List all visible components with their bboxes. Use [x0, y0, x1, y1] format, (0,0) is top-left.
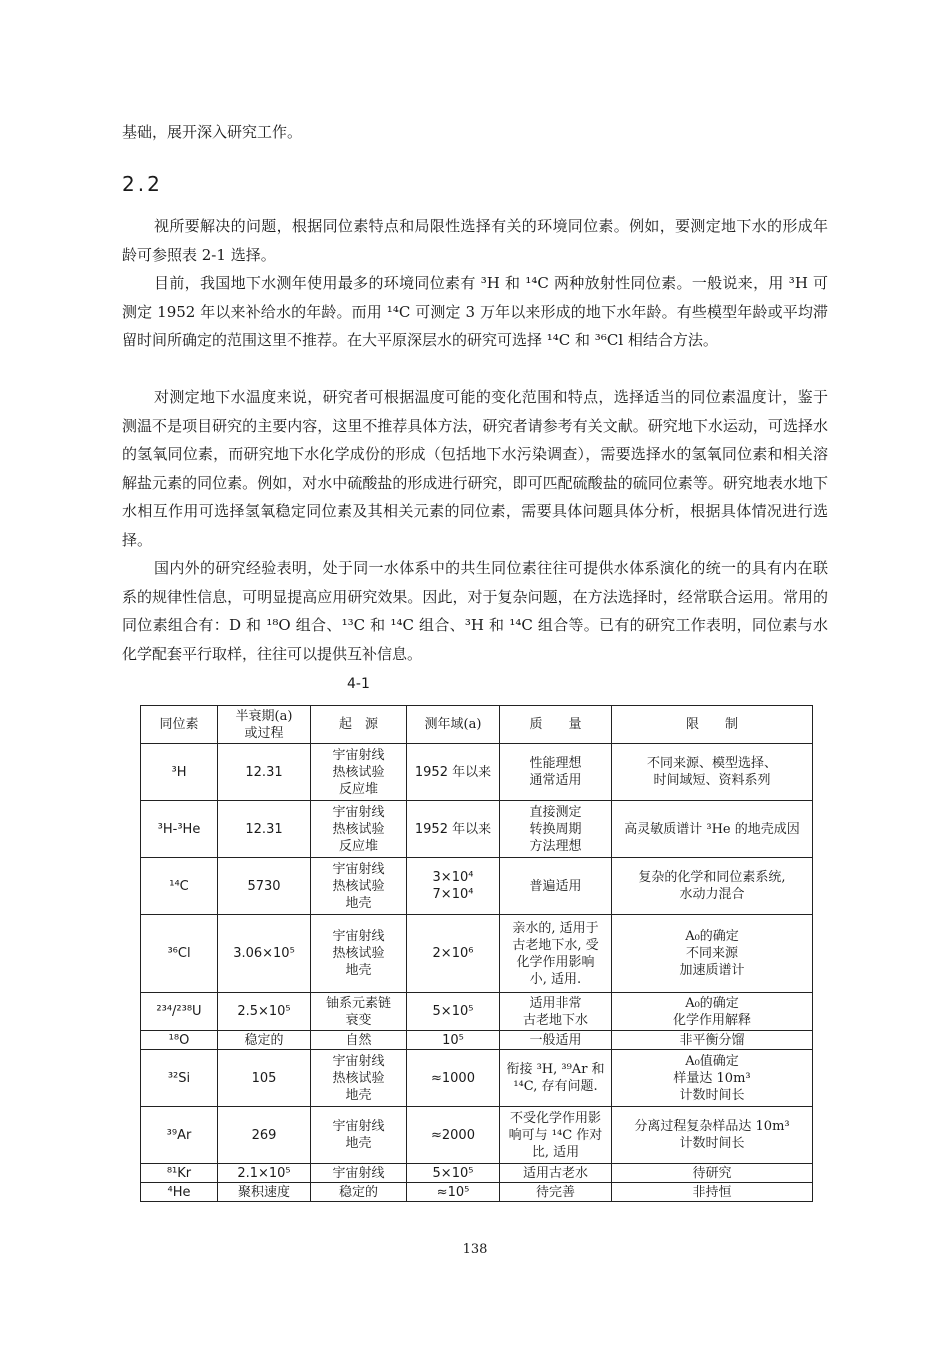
- cell-quality-line: ¹⁴C, 存有问题.: [513, 1079, 598, 1094]
- table-row: [141, 1183, 813, 1202]
- cell-limit-line: 时间域短、资料系列: [653, 773, 771, 788]
- cell-range: [407, 915, 500, 993]
- cell-range-line: 1952 年以来: [414, 764, 492, 780]
- cell-range: [407, 801, 500, 858]
- cell-limit-line: A₀的确定: [685, 995, 739, 1011]
- cell-origin-line: 热核试验: [332, 764, 385, 780]
- cell-half-life: 12.31: [218, 744, 311, 801]
- cell-isotope: ¹⁴C: [141, 858, 218, 915]
- cell-range: [407, 993, 500, 1031]
- cell-quality-line: 响可与 ¹⁴C 作对: [508, 1127, 603, 1143]
- cell-origin: [311, 993, 407, 1031]
- cell-range: [407, 858, 500, 915]
- cell-limit: [612, 915, 813, 993]
- cell-range: [407, 1107, 500, 1164]
- cell-origin: [311, 1031, 407, 1050]
- cell-quality-line: 化学作用影响: [516, 954, 595, 970]
- cell-quality: [500, 915, 612, 993]
- cell-limit-line: 计数时间长: [679, 1087, 745, 1103]
- cell-isotope: ³²Si: [141, 1050, 218, 1107]
- cell-limit-line: 计数时间长: [679, 1136, 745, 1151]
- cell-limit: [612, 1183, 813, 1202]
- isotope-table: [140, 705, 813, 1202]
- cell-origin: [311, 1183, 407, 1202]
- cell-quality: [500, 1183, 612, 1202]
- cell-origin-line: 反应堆: [338, 838, 378, 854]
- cell-origin-line: 宇宙射线: [332, 747, 385, 763]
- cell-quality: [500, 858, 612, 915]
- cell-limit-line: 加速质谱计: [679, 963, 745, 978]
- cell-origin-line: 自然: [345, 1032, 372, 1048]
- header-half-life: [218, 706, 311, 744]
- cell-limit-line: 不同来源、模型选择、: [646, 756, 777, 771]
- cell-quality-line: 古老地下水: [522, 1012, 588, 1028]
- cell-quality: [500, 1050, 612, 1107]
- table-row: [141, 1031, 813, 1050]
- cell-quality: [500, 993, 612, 1031]
- cell-range: [407, 1031, 500, 1050]
- cell-origin-line: 宇宙射线: [332, 1119, 385, 1134]
- cell-quality-line: 通常适用: [529, 773, 582, 788]
- cell-limit-line: 化学作用解释: [672, 1012, 751, 1028]
- page-number: 138: [462, 1242, 488, 1257]
- cell-isotope: ¹⁸O: [141, 1031, 218, 1050]
- cell-range-line: ≈10⁵: [436, 1184, 470, 1200]
- cell-origin-line: 宇宙射线: [332, 804, 385, 820]
- cell-range-line: ≈1000: [431, 1070, 475, 1086]
- cell-half-life: 3.06×10⁵: [218, 915, 311, 993]
- cell-quality-line: 普遍适用: [529, 878, 582, 894]
- cell-range-line: 5×10⁵: [432, 1004, 474, 1019]
- cell-limit-line: 非平衡分馏: [679, 1032, 745, 1048]
- cell-origin-line: 衰变: [345, 1012, 372, 1028]
- cell-limit: [612, 1164, 813, 1183]
- cell-isotope: ⁸¹Kr: [141, 1164, 218, 1183]
- cell-limit-line: A₀的确定: [685, 929, 739, 944]
- table-row: [141, 993, 813, 1031]
- cell-limit: [612, 801, 813, 858]
- cell-quality-line: 直接测定: [529, 804, 582, 820]
- cell-limit-line: 分离过程复杂样品达 10m³: [634, 1119, 790, 1134]
- cell-half-life: 12.31: [218, 801, 311, 858]
- cell-quality-line: 比, 适用: [531, 1144, 580, 1160]
- cell-origin-line: 热核试验: [332, 946, 385, 961]
- cell-limit: [612, 1050, 813, 1107]
- cell-origin-line: 铀系元素链: [325, 995, 391, 1011]
- cell-quality: [500, 801, 612, 858]
- cell-origin: [311, 744, 407, 801]
- table-caption: 4-1: [347, 676, 370, 692]
- header-quality: 质 量: [500, 706, 612, 744]
- cell-range-line: 3×10⁴: [432, 870, 474, 885]
- cell-quality-line: 古老地下水, 受: [512, 937, 599, 953]
- cell-isotope: ⁴He: [141, 1183, 218, 1202]
- cell-origin-line: 热核试验: [332, 1070, 385, 1086]
- cell-quality-line: 小, 适用.: [529, 971, 582, 987]
- header-half-life-line1: 半衰期(a): [235, 708, 293, 724]
- paragraph-3: 对测定地下水温度来说，研究者可根据温度可能的变化范围和特点，选择适当的同位素温度计，鉴于测温不是项目研究的主要内容，这里不推荐具体方法，研究者请参考有关文献。研究地下水运动，可选择水的氢氧同位素，而研究地下水化学成份的形成（包括地下水污染调查），需要选择水的氢氧同位素和相关溶解盐元素的同位素。例如，对水中硫酸盐的形成进行研究，即可匹配硫酸盐的硫同位素等。研究地表水地下水相互作用可选择氢氧稳定同位素及其相关元素的同位素，需要具体问题具体分析，根据具体情况进行选择。: [122, 388, 828, 549]
- header-isotope: 同位素: [141, 706, 218, 744]
- cell-quality-line: 方法理想: [529, 838, 582, 854]
- cell-origin: [311, 801, 407, 858]
- cell-quality-line: 衔接 ³H, ³⁹Ar 和: [506, 1062, 605, 1077]
- cell-limit-line: 复杂的化学和同位素系统,: [638, 870, 786, 885]
- cell-origin: [311, 915, 407, 993]
- cell-range: [407, 1050, 500, 1107]
- header-origin: 起 源: [311, 706, 407, 744]
- table-row: [141, 744, 813, 801]
- cell-origin: [311, 1107, 407, 1164]
- cell-range-line: ≈2000: [431, 1127, 475, 1143]
- table-row: [141, 1050, 813, 1107]
- cell-isotope: ²³⁴/²³⁸U: [141, 993, 218, 1031]
- paragraph-1: 视所要解决的问题，根据同位素特点和局限性选择有关的环境同位素。例如，要测定地下水的形成年龄可参照表 2-1 选择。: [122, 217, 828, 264]
- cell-half-life: 5730: [218, 858, 311, 915]
- header-half-life-line2: 或过程: [244, 725, 284, 741]
- cell-limit-line: 待研究: [692, 1165, 732, 1181]
- cell-limit-line: A₀值确定: [685, 1053, 739, 1069]
- cell-half-life: 稳定的: [218, 1031, 311, 1050]
- cell-origin-line: 反应堆: [338, 781, 378, 797]
- cell-quality-line: 适用古老水: [522, 1165, 588, 1181]
- cell-limit: [612, 1107, 813, 1164]
- cell-isotope: ³⁹Ar: [141, 1107, 218, 1164]
- cell-range: [407, 1183, 500, 1202]
- cell-origin-line: 宇宙射线: [332, 861, 385, 877]
- cell-limit-line: 水动力混合: [679, 887, 745, 902]
- cell-range-line: 7×10⁴: [432, 887, 474, 902]
- paragraph-continuation: 基础，展开深入研究工作。: [122, 123, 303, 141]
- cell-origin-line: 地壳: [345, 963, 372, 978]
- cell-quality-line: 待完善: [535, 1184, 575, 1200]
- cell-origin: [311, 1164, 407, 1183]
- cell-origin-line: 地壳: [345, 1087, 372, 1103]
- table-row: [141, 858, 813, 915]
- cell-origin-line: 地壳: [345, 895, 372, 911]
- cell-origin-line: 宇宙射线: [332, 1165, 385, 1181]
- cell-limit: [612, 993, 813, 1031]
- cell-isotope: ³⁶Cl: [141, 915, 218, 993]
- cell-quality-line: 一般适用: [529, 1032, 582, 1048]
- cell-limit: [612, 858, 813, 915]
- cell-half-life: 聚积速度: [218, 1183, 311, 1202]
- cell-quality: [500, 744, 612, 801]
- table-row: [141, 801, 813, 858]
- cell-isotope: ³H-³He: [141, 801, 218, 858]
- paragraph-2: 目前，我国地下水测年使用最多的环境同位素有 ³H 和 ¹⁴C 两种放射性同位素。一般说来，用 ³H 可测定 1952 年以来补给水的年龄。而用 ¹⁴C 可测定 3 万年以来形成的地下水年龄。有些模型年龄或平均滞留时间所确定的范围这里不推荐。在大平原深层水的研究可选择 ¹⁴C 和 ³⁶Cl 相结合方法。: [122, 274, 828, 349]
- cell-limit-line: 非持恒: [692, 1184, 732, 1200]
- cell-half-life: 2.1×10⁵: [218, 1164, 311, 1183]
- cell-origin-line: 宇宙射线: [332, 1053, 385, 1069]
- cell-limit-line: 不同来源: [685, 946, 738, 961]
- cell-origin-line: 地壳: [345, 1136, 372, 1151]
- cell-quality: [500, 1164, 612, 1183]
- cell-limit: [612, 1031, 813, 1050]
- cell-isotope: ³H: [141, 744, 218, 801]
- cell-quality-line: 性能理想: [529, 756, 582, 771]
- cell-range-line: 2×10⁶: [432, 946, 474, 961]
- cell-quality-line: 适用非常: [529, 995, 582, 1011]
- header-range: 测年域(a): [407, 706, 500, 744]
- cell-range-line: 5×10⁵: [432, 1165, 474, 1181]
- cell-range: [407, 1164, 500, 1183]
- cell-range: [407, 744, 500, 801]
- cell-quality: [500, 1107, 612, 1164]
- section-heading: 2.2: [122, 172, 163, 196]
- cell-quality: [500, 1031, 612, 1050]
- cell-quality-line: 亲水的, 适用于: [512, 920, 599, 936]
- table-row: [141, 1107, 813, 1164]
- cell-limit-line: 样量达 10m³: [673, 1070, 751, 1086]
- cell-origin-line: 稳定的: [338, 1184, 378, 1200]
- table-row: [141, 1164, 813, 1183]
- cell-limit-line: 高灵敏质谱计 ³He 的地壳成因: [624, 821, 800, 837]
- cell-range-line: 1952 年以来: [414, 821, 492, 837]
- cell-range-line: 10⁵: [442, 1032, 464, 1048]
- cell-origin: [311, 1050, 407, 1107]
- paragraph-4: 国内外的研究经验表明，处于同一水体系中的共生同位素往往可提供水体系演化的统一的具有内在联系的规律性信息，可明显提高应用研究效果。因此，对于复杂问题，在方法选择时，经常联合运用。常用的同位素组合有：D 和 ¹⁸O 组合、¹³C 和 ¹⁴C 组合、³H 和 ¹⁴C 组合等。已有的研究工作表明，同位素与水化学配套平行取样，往往可以提供互补信息。: [122, 559, 828, 663]
- header-limit: 限 制: [612, 706, 813, 744]
- cell-quality-line: 不受化学作用影: [509, 1110, 601, 1126]
- cell-quality-line: 转换周期: [529, 821, 582, 837]
- cell-half-life: 2.5×10⁵: [218, 993, 311, 1031]
- cell-origin-line: 宇宙射线: [332, 929, 385, 944]
- cell-half-life: 105: [218, 1050, 311, 1107]
- table-row: [141, 915, 813, 993]
- cell-origin-line: 热核试验: [332, 878, 385, 894]
- cell-origin-line: 热核试验: [332, 821, 385, 837]
- cell-origin: [311, 858, 407, 915]
- cell-half-life: 269: [218, 1107, 311, 1164]
- cell-limit: [612, 744, 813, 801]
- table-header-row: [141, 706, 813, 744]
